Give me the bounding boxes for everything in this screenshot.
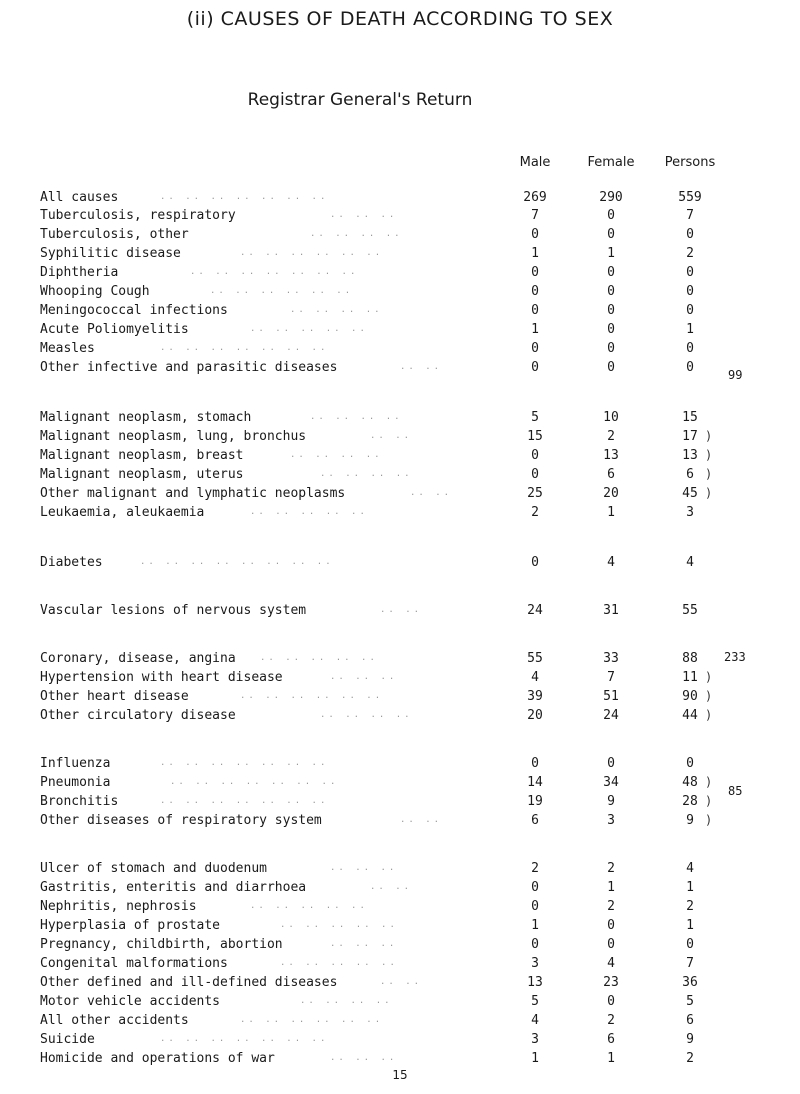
female-count: 31 [603,603,619,618]
male-count: 2 [531,505,539,520]
leader-dots: .. .. .. .. .. .. [210,286,354,296]
cause-label: Malignant neoplasm, breast [40,448,244,463]
cause-label: Hypertension with heart disease [40,670,283,685]
male-count: 2 [531,861,539,876]
table-row [40,994,740,1013]
male-count: 20 [527,708,543,723]
male-count: 25 [527,486,543,501]
table-row [40,775,740,794]
table-row [40,303,740,322]
female-count: 1 [607,505,615,520]
group-brace: ) [705,708,713,722]
female-count: 2 [607,861,615,876]
female-count: 0 [607,918,615,933]
male-count: 19 [527,794,543,809]
leader-dots: .. .. .. .. .. [250,901,368,911]
female-count: 0 [607,265,615,280]
cause-label: Ulcer of stomach and duodenum [40,861,267,876]
persons-count: 0 [686,265,694,280]
persons-count: 0 [686,360,694,375]
respiratory-group-total: 85 [728,784,743,798]
persons-count: 0 [686,284,694,299]
persons-count: 5 [686,994,694,1009]
male-count: 0 [531,265,539,280]
cause-label: Other circulatory disease [40,708,236,723]
table-row [40,813,740,832]
cause-label: Other infective and parasitic diseases [40,360,338,375]
leader-dots: .. .. .. .. .. .. .. [160,343,329,353]
persons-count: 0 [686,303,694,318]
female-count: 0 [607,322,615,337]
female-count: 51 [603,689,619,704]
cause-label: Whooping Cough [40,284,150,299]
page-subheading: Registrar General's Return [247,90,473,110]
table-row [40,1013,740,1032]
male-count: 0 [531,303,539,318]
cause-label: Other heart disease [40,689,189,704]
table-row [40,246,740,265]
persons-count: 559 [678,190,702,205]
persons-count: 7 [686,956,694,971]
leader-dots: .. .. .. .. .. .. .. [160,758,329,768]
cause-label: Other diseases of respiratory system [40,813,322,828]
cause-label: All other accidents [40,1013,189,1028]
table-row [40,689,740,708]
table-row [40,756,740,775]
cause-label: Acute Poliomyelitis [40,322,189,337]
persons-count: 9 [686,813,694,828]
persons-count: 3 [686,505,694,520]
cause-label: Nephritis, nephrosis [40,899,197,914]
cause-label: Pregnancy, childbirth, abortion [40,937,283,952]
cause-label: Bronchitis [40,794,119,809]
table-row [40,486,740,505]
male-count: 14 [527,775,543,790]
female-count: 0 [607,994,615,1009]
leader-dots: .. .. [380,605,423,615]
female-count: 10 [603,410,619,425]
female-count: 6 [607,467,615,482]
table-row [40,227,740,246]
leader-dots: .. .. .. [330,939,398,949]
persons-count: 90 [682,689,698,704]
female-count: 0 [607,303,615,318]
persons-count: 36 [682,975,698,990]
female-count: 0 [607,341,615,356]
group-brace: ) [705,486,713,500]
persons-count: 6 [686,467,694,482]
male-count: 3 [531,956,539,971]
leader-dots: .. .. [410,488,453,498]
persons-count: 0 [686,341,694,356]
cause-label: Malignant neoplasm, lung, bronchus [40,429,307,444]
female-count: 4 [607,555,615,570]
malignant-group-total: 99 [728,368,743,382]
cause-label: Malignant neoplasm, stomach [40,410,252,425]
cause-label: Motor vehicle accidents [40,994,221,1009]
persons-count: 45 [682,486,698,501]
male-count: 0 [531,937,539,952]
persons-count: 6 [686,1013,694,1028]
male-count: 13 [527,975,543,990]
female-count: 13 [603,448,619,463]
leader-dots: .. .. .. .. .. [260,653,378,663]
female-count: 0 [607,756,615,771]
cause-label: Other malignant and lymphatic neoplasms [40,486,346,501]
leader-dots: .. .. .. .. .. .. .. [190,267,359,277]
persons-count: 15 [682,410,698,425]
leader-dots: .. .. .. [330,210,398,220]
column-header-persons: Persons [664,155,716,170]
persons-count: 17 [682,429,698,444]
male-count: 0 [531,448,539,463]
male-count: 39 [527,689,543,704]
persons-count: 4 [686,861,694,876]
female-count: 0 [607,360,615,375]
leader-dots: .. .. .. .. .. [250,507,368,517]
persons-count: 7 [686,208,694,223]
leader-dots: .. .. .. .. [300,996,393,1006]
male-count: 4 [531,1013,539,1028]
table-row [40,322,740,341]
male-count: 0 [531,899,539,914]
persons-count: 48 [682,775,698,790]
page-number: 15 [392,1068,408,1082]
persons-count: 2 [686,1051,694,1066]
persons-count: 4 [686,555,694,570]
table-row [40,975,740,994]
group-brace: ) [705,775,713,789]
table-row [40,880,740,899]
persons-count: 0 [686,937,694,952]
table-row [40,1032,740,1051]
leader-dots: .. .. .. .. .. .. .. [160,192,329,202]
table-row [40,265,740,284]
leader-dots: .. .. .. .. .. .. [240,691,384,701]
table-row [40,555,740,574]
persons-count: 9 [686,1032,694,1047]
group-brace: ) [705,448,713,462]
page-heading: (ii) CAUSES OF DEATH ACCORDING TO SEX [186,8,614,30]
column-header-female: Female [587,155,635,170]
persons-count: 44 [682,708,698,723]
cause-label: Tuberculosis, other [40,227,189,242]
leader-dots: .. .. .. .. [290,450,383,460]
male-count: 4 [531,670,539,685]
male-count: 0 [531,341,539,356]
persons-count: 2 [686,246,694,261]
cause-label: Diabetes [40,555,103,570]
female-count: 290 [599,190,623,205]
male-count: 3 [531,1032,539,1047]
female-count: 2 [607,899,615,914]
persons-count: 28 [682,794,698,809]
female-count: 33 [603,651,619,666]
persons-count: 0 [686,756,694,771]
leader-dots: .. .. .. .. .. .. .. [160,1034,329,1044]
table-row [40,708,740,727]
table-row [40,429,740,448]
leader-dots: .. .. .. [330,672,398,682]
cause-label: Measles [40,341,95,356]
group-brace: ) [705,467,713,481]
table-row [40,794,740,813]
female-count: 0 [607,227,615,242]
table-row [40,341,740,360]
cause-label: Congenital malformations [40,956,228,971]
table-row [40,899,740,918]
persons-count: 11 [682,670,698,685]
leader-dots: .. .. .. .. .. .. .. [160,796,329,806]
table-row [40,284,740,303]
leader-dots: .. .. .. [330,1053,398,1063]
male-count: 1 [531,1051,539,1066]
male-count: 24 [527,603,543,618]
group-brace: ) [705,670,713,684]
cause-label: Homicide and operations of war [40,1051,275,1066]
leader-dots: .. .. [380,977,423,987]
cause-label: Coronary, disease, angina [40,651,236,666]
male-count: 7 [531,208,539,223]
persons-count: 1 [686,918,694,933]
cause-label: Influenza [40,756,111,771]
leader-dots: .. .. [400,362,443,372]
female-count: 1 [607,246,615,261]
cause-label: Syphilitic disease [40,246,181,261]
leader-dots: .. .. .. .. [310,229,403,239]
male-count: 15 [527,429,543,444]
male-count: 5 [531,994,539,1009]
female-count: 1 [607,1051,615,1066]
male-count: 6 [531,813,539,828]
table-row [40,208,740,227]
column-header-male: Male [519,155,551,170]
cause-label: Vascular lesions of nervous system [40,603,307,618]
female-count: 3 [607,813,615,828]
leader-dots: .. .. .. .. .. [250,324,368,334]
female-count: 20 [603,486,619,501]
table-row [40,956,740,975]
female-count: 34 [603,775,619,790]
cause-label: Suicide [40,1032,95,1047]
table-row [40,505,740,524]
female-count: 2 [607,429,615,444]
persons-count: 13 [682,448,698,463]
cause-label: Malignant neoplasm, uterus [40,467,244,482]
persons-count: 0 [686,227,694,242]
table-row [40,603,740,622]
cause-label: Diphtheria [40,265,119,280]
leader-dots: .. .. .. .. .. .. [240,1015,384,1025]
female-count: 0 [607,284,615,299]
cause-label: Meningococcal infections [40,303,228,318]
male-count: 1 [531,918,539,933]
table-row [40,670,740,689]
female-count: 4 [607,956,615,971]
male-count: 0 [531,555,539,570]
leader-dots: .. .. [400,815,443,825]
leader-dots: .. .. .. .. .. [280,958,398,968]
leader-dots: .. .. .. .. [320,469,413,479]
male-count: 0 [531,227,539,242]
male-count: 1 [531,246,539,261]
leader-dots: .. .. .. .. .. .. .. .. [140,557,334,567]
cause-label: Tuberculosis, respiratory [40,208,236,223]
female-count: 23 [603,975,619,990]
female-count: 7 [607,670,615,685]
table-row [40,861,740,880]
female-count: 2 [607,1013,615,1028]
male-count: 0 [531,756,539,771]
table-row [40,360,740,379]
leader-dots: .. .. .. .. [320,710,413,720]
cause-label: Other defined and ill-defined diseases [40,975,338,990]
male-count: 1 [531,322,539,337]
female-count: 6 [607,1032,615,1047]
cause-label: Leukaemia, aleukaemia [40,505,205,520]
persons-count: 88 [682,651,698,666]
male-count: 5 [531,410,539,425]
cause-label: All causes [40,190,119,205]
group-brace: ) [705,429,713,443]
table-row [40,467,740,486]
female-count: 0 [607,937,615,952]
table-row [40,410,740,429]
cause-label: Hyperplasia of prostate [40,918,221,933]
male-count: 0 [531,880,539,895]
male-count: 0 [531,360,539,375]
group-brace: ) [705,813,713,827]
male-count: 0 [531,467,539,482]
leader-dots: .. .. .. .. .. .. .. [170,777,339,787]
persons-count: 55 [682,603,698,618]
cause-label: Gastritis, enteritis and diarrhoea [40,880,307,895]
male-count: 55 [527,651,543,666]
group-brace: ) [705,689,713,703]
leader-dots: .. .. .. .. .. [280,920,398,930]
persons-count: 1 [686,322,694,337]
leader-dots: .. .. .. .. [310,412,403,422]
table-row [40,651,740,670]
female-count: 24 [603,708,619,723]
persons-count: 1 [686,880,694,895]
group-brace: ) [705,794,713,808]
table-row [40,448,740,467]
persons-count: 2 [686,899,694,914]
female-count: 9 [607,794,615,809]
male-count: 269 [523,190,547,205]
leader-dots: .. .. .. [330,863,398,873]
table-row [40,190,740,209]
leader-dots: .. .. .. .. .. .. [240,248,384,258]
circulatory-group-total: 233 [724,650,746,664]
female-count: 0 [607,208,615,223]
table-row [40,918,740,937]
female-count: 1 [607,880,615,895]
cause-label: Pneumonia [40,775,111,790]
leader-dots: .. .. [370,431,413,441]
male-count: 0 [531,284,539,299]
leader-dots: .. .. .. .. [290,305,383,315]
table-row [40,937,740,956]
leader-dots: .. .. [370,882,413,892]
